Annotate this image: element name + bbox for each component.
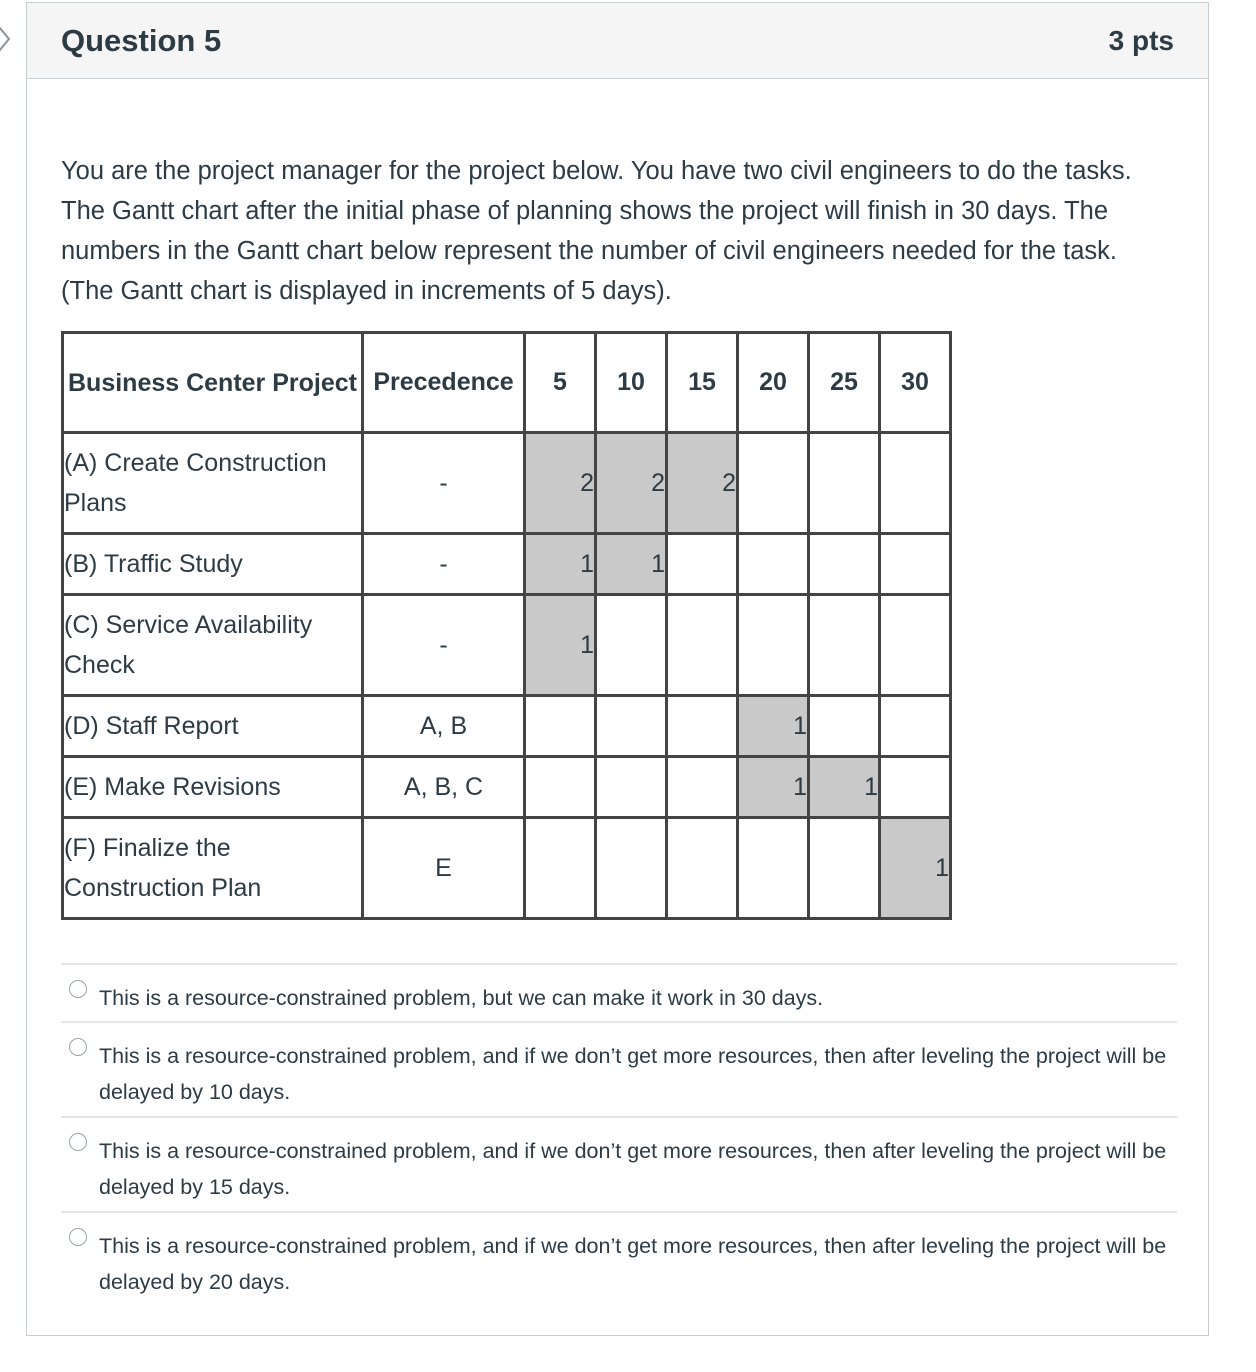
answer-option[interactable] [61, 963, 1177, 1021]
gantt-cell [809, 433, 880, 534]
radio-button[interactable] [69, 1133, 87, 1151]
gantt-cell [525, 757, 596, 818]
gantt-cell: 1 [525, 534, 596, 595]
header-day: 20 [738, 333, 809, 433]
task-name: (F) Finalize the Construction Plan [63, 818, 363, 919]
gantt-cell [525, 696, 596, 757]
gantt-header-row [63, 333, 951, 433]
task-precedence: A, B, C [363, 757, 525, 818]
answer-options [61, 963, 1177, 1306]
gantt-cell [880, 433, 951, 534]
gantt-cell: 1 [596, 534, 667, 595]
table-row [63, 433, 951, 534]
gantt-cell [738, 433, 809, 534]
answer-option-label[interactable]: This is a resource-constrained problem, and if we don’t get more resources, then after leveling the project will be delayed by 10 days. [99, 1044, 1167, 1104]
gantt-cell: 1 [738, 696, 809, 757]
table-row [63, 595, 951, 696]
gantt-cell [880, 595, 951, 696]
answer-option-label[interactable]: This is a resource-constrained problem, and if we don’t get more resources, then after leveling the project will be delayed by 15 days. [99, 1139, 1167, 1199]
gantt-cell [880, 696, 951, 757]
task-name: (E) Make Revisions [63, 757, 363, 818]
gantt-cell: 2 [596, 433, 667, 534]
question-header [27, 3, 1208, 79]
gantt-cell [809, 818, 880, 919]
answer-option[interactable] [61, 1211, 1177, 1306]
gantt-cell [525, 818, 596, 919]
gantt-cell [880, 534, 951, 595]
gantt-cell: 2 [667, 433, 738, 534]
header-day: 15 [667, 333, 738, 433]
radio-button[interactable] [69, 1228, 87, 1246]
task-name: (A) Create Construction Plans [63, 433, 363, 534]
answer-option-label[interactable]: This is a resource-constrained problem, and if we don’t get more resources, then after leveling the project will be delayed by 20 days. [99, 1234, 1167, 1294]
table-row [63, 696, 951, 757]
answer-option[interactable] [61, 1116, 1177, 1211]
task-precedence: A, B [363, 696, 525, 757]
question-points: 3 pts [1108, 24, 1174, 56]
task-precedence: - [363, 433, 525, 534]
gantt-cell [667, 818, 738, 919]
gantt-cell [809, 595, 880, 696]
gantt-cell: 1 [809, 757, 880, 818]
gantt-cell [738, 534, 809, 595]
gantt-cell [809, 534, 880, 595]
header-day: 25 [809, 333, 880, 433]
gantt-cell: 1 [738, 757, 809, 818]
answer-option[interactable] [61, 1021, 1177, 1116]
gantt-cell [667, 757, 738, 818]
header-day: 30 [880, 333, 951, 433]
gantt-cell [738, 595, 809, 696]
gantt-cell [738, 818, 809, 919]
gantt-cell [596, 696, 667, 757]
task-precedence: - [363, 534, 525, 595]
radio-button[interactable] [69, 980, 87, 998]
gantt-cell [667, 595, 738, 696]
gantt-cell [667, 696, 738, 757]
radio-button[interactable] [69, 1038, 87, 1056]
table-row [63, 534, 951, 595]
answer-option-label[interactable]: This is a resource-constrained problem, but we can make it work in 30 days. [99, 986, 824, 1010]
task-name: (B) Traffic Study [63, 534, 363, 595]
gantt-cell [809, 696, 880, 757]
header-day: 5 [525, 333, 596, 433]
chevron-right-icon[interactable] [0, 24, 12, 54]
question-card [26, 2, 1209, 1336]
header-day: 10 [596, 333, 667, 433]
gantt-cell [880, 757, 951, 818]
task-precedence: - [363, 595, 525, 696]
header-precedence: Precedence [363, 333, 525, 433]
gantt-cell [596, 595, 667, 696]
task-precedence: E [363, 818, 525, 919]
question-text: You are the project manager for the project below. You have two civil engineers to do the tasks. The Gantt chart after the initial phase of planning shows the project will finish in 30 days. The numbers in the Gantt chart below represent the number of civil engineers needed for the task. (The Gantt chart is displayed in increments of 5 days). [61, 157, 1132, 305]
header-task: Business Center Project [63, 333, 363, 433]
gantt-cell [596, 757, 667, 818]
gantt-table [61, 331, 952, 920]
gantt-cell: 2 [525, 433, 596, 534]
gantt-cell: 1 [880, 818, 951, 919]
task-name: (D) Staff Report [63, 696, 363, 757]
table-row [63, 757, 951, 818]
gantt-cell [667, 534, 738, 595]
table-row [63, 818, 951, 919]
gantt-cell [596, 818, 667, 919]
gantt-cell: 1 [525, 595, 596, 696]
task-name: (C) Service Availability Check [63, 595, 363, 696]
question-title: Question 5 [61, 22, 222, 58]
